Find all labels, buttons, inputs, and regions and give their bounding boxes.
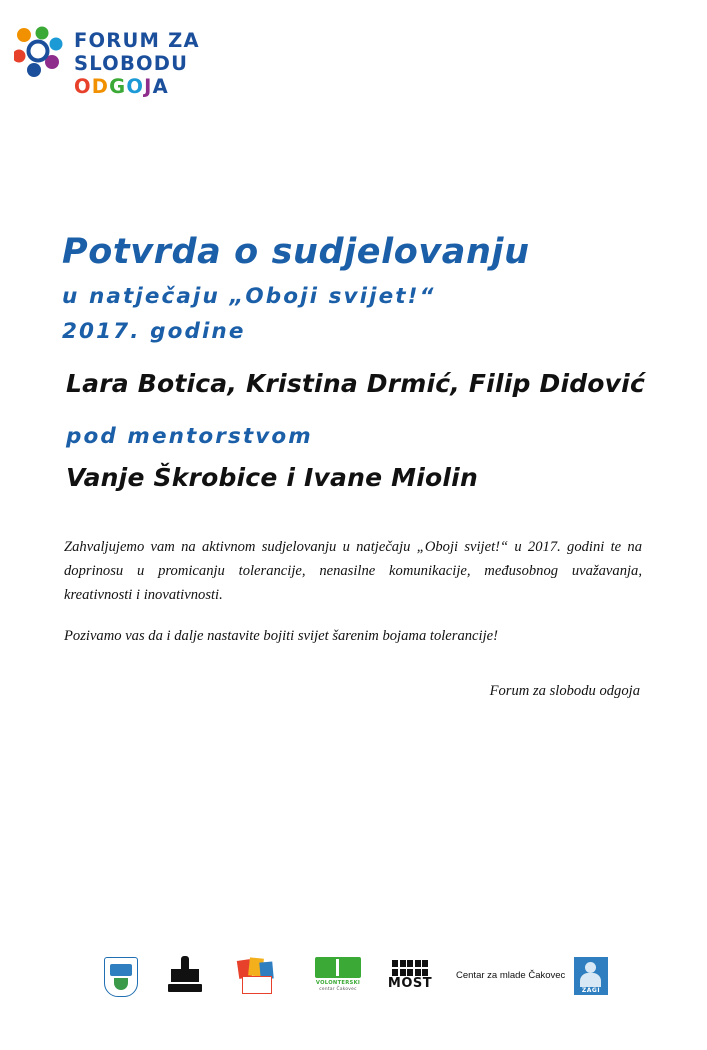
forum-za-slobodu-odgoja-logo-icon	[14, 26, 64, 78]
organization-name	[74, 26, 200, 98]
page-title: Potvrda o sudjelovanju	[62, 232, 530, 272]
most-icon	[384, 958, 436, 1000]
subtitle-year: 2017. godine	[62, 318, 246, 344]
logo-line-2: SLOBODU	[74, 52, 189, 75]
children-drawing-icon	[236, 956, 276, 996]
mentor-label: pod mentorstvom	[66, 424, 313, 450]
stamp-icon	[168, 956, 202, 996]
footer-logos	[0, 955, 707, 1015]
certificate-content	[62, 232, 647, 700]
zagi-label: ZAGI	[581, 987, 601, 994]
body-paragraph-2: Pozivamo vas da i dalje nastavite bojiti svijet šarenim bojama tolerancije!	[64, 628, 498, 645]
volunteer-centre-icon	[310, 957, 366, 997]
subtitle-competition: u natječaju „Oboji svijet!“	[62, 284, 436, 310]
mentor-names: Vanje Škrobice i Ivane Miolin	[66, 463, 478, 493]
volunteer-centre-sublabel: centar Čakovec	[319, 986, 357, 992]
zagi-icon	[574, 957, 608, 995]
centar-za-mlade-label: Centar za mlade Čakovec	[456, 970, 566, 981]
organization-logo	[14, 26, 200, 98]
volunteer-centre-label: VOLONTERSKI	[315, 980, 361, 986]
signature-line: Forum za slobodu odgoja	[489, 682, 640, 699]
city-crest-icon	[104, 957, 138, 997]
participants-names: Lara Botica, Kristina Drmić, Filip Didović	[66, 369, 645, 399]
logo-line-3: ODGOJA	[74, 75, 169, 98]
body-paragraph-1: Zahvaljujemo vam na aktivnom sudjelovanju u natječaju „Oboji svijet!“ u 2017. godini te na doprinosu u promicanju tolerancije, nenasilne komunikacije, međusobnog uvažavanja, kreativnosti i inovativnosti.	[64, 539, 642, 603]
logo-line-1: FORUM ZA	[74, 29, 200, 52]
most-label: MOST	[387, 975, 433, 991]
